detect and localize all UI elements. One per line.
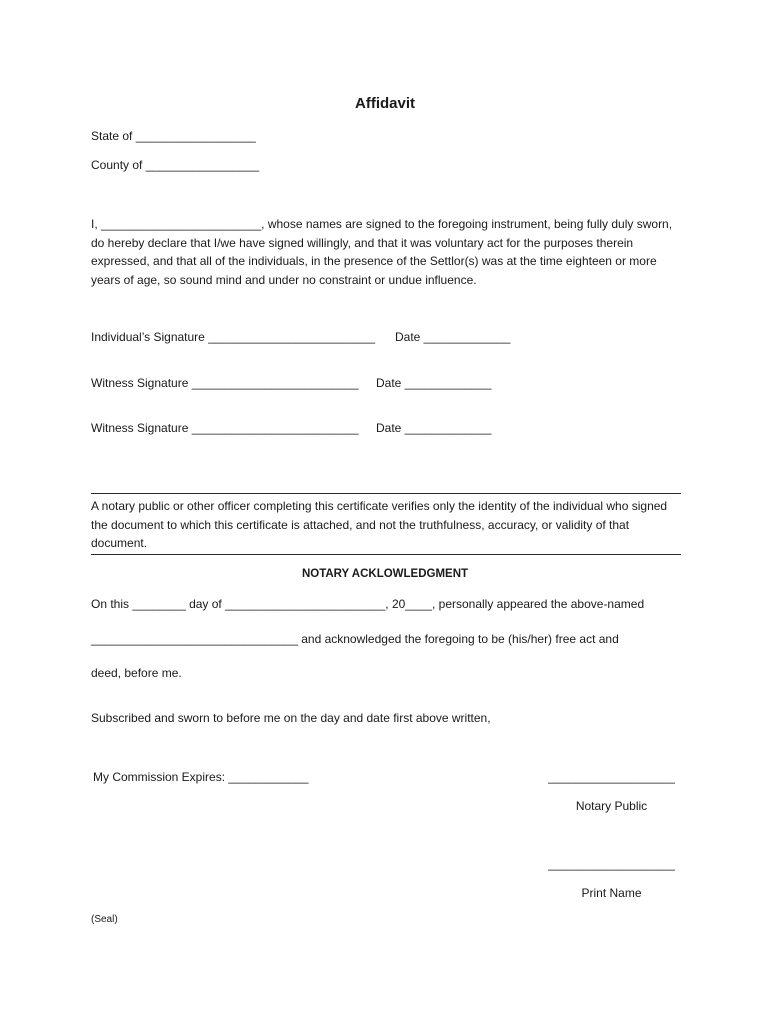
notary-signature-line[interactable]: ___________________ — [548, 770, 675, 784]
appearance-line[interactable]: On this ________ day of ________________________, 20____, personally appeared the above-named — [91, 597, 645, 611]
print-name-line[interactable]: ___________________ — [548, 857, 675, 871]
commission-expires-field[interactable]: My Commission Expires: ____________ — [93, 770, 309, 784]
notary-notice: A notary public or other officer completing this certificate verifies only the identity of the individual who signed the document to which this certificate is attached, and not the truthfulness, accuracy, or validity of that document. — [91, 499, 668, 550]
seal-label: (Seal) — [91, 914, 118, 925]
county-field[interactable]: County of _________________ — [91, 158, 260, 172]
state-field[interactable]: State of __________________ — [91, 129, 256, 143]
notary-public-label: Notary Public — [575, 799, 648, 813]
subscribed-statement: Subscribed and sworn to before me on the day and date first above written, — [91, 711, 491, 725]
individual-signature-field[interactable]: Individual’s Signature _________________________ — [91, 330, 376, 344]
document-title: Affidavit — [355, 95, 415, 112]
witness-1-date-field[interactable]: Date _____________ — [376, 376, 492, 390]
individual-date-field[interactable]: Date _____________ — [395, 330, 511, 344]
acknowledgment-line[interactable]: _______________________________ and acknowledged the foregoing to be (his/her) free act and — [91, 632, 619, 646]
witness-1-signature-field[interactable]: Witness Signature _________________________ — [91, 376, 359, 390]
deed-line: deed, before me. — [91, 666, 182, 680]
witness-2-signature-field[interactable]: Witness Signature _________________________ — [91, 421, 359, 435]
notice-top-rule — [91, 493, 681, 494]
sworn-statement: I, ________________________, whose names are signed to the foregoing instrument, being fully duly sworn, do hereby declare that I/we have signed willingly, and that it was voluntary act for the purposes therein expressed, and that all of the individuals, in the presence of the Settlor(s) was at the time eighteen or more years of age, so sound mind and under no constraint or undue influence. — [91, 217, 673, 287]
notice-bottom-rule — [91, 554, 681, 555]
notary-heading: NOTARY ACKLOWLEDGMENT — [301, 568, 469, 580]
witness-2-date-field[interactable]: Date _____________ — [376, 421, 492, 435]
print-name-label: Print Name — [581, 886, 642, 900]
